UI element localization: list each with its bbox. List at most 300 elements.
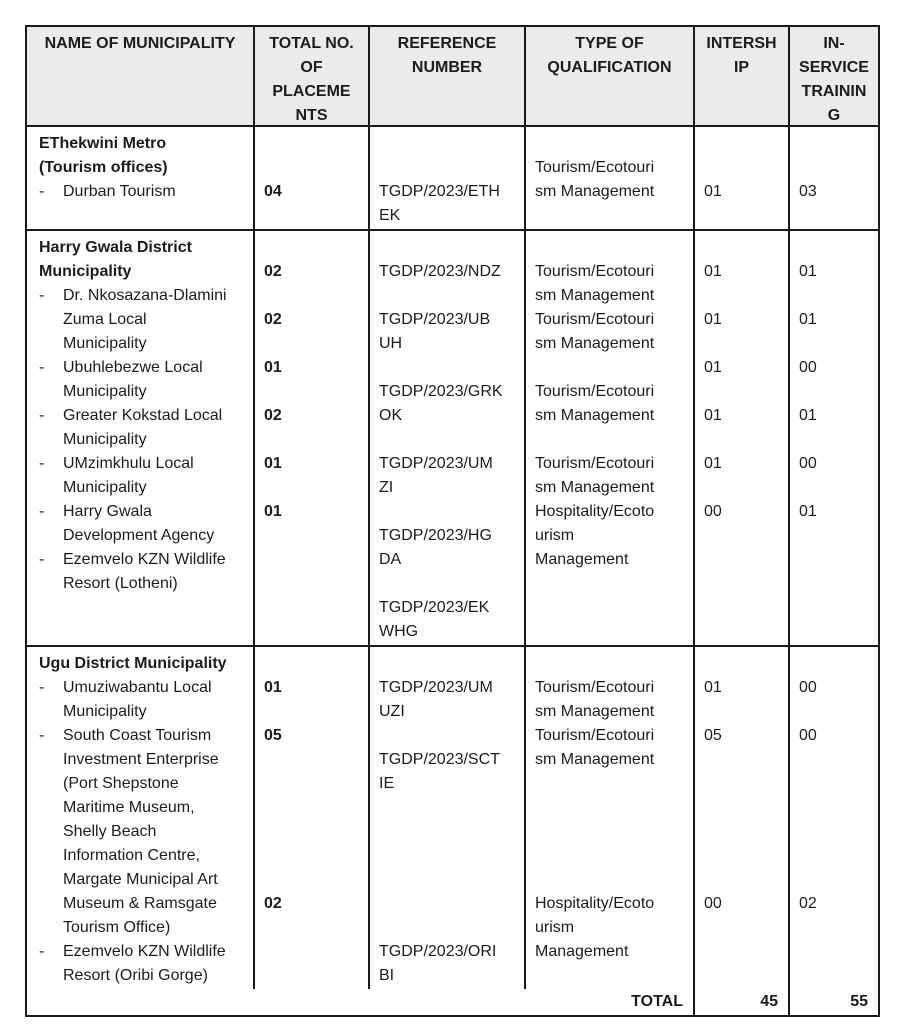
line-text xyxy=(264,943,268,960)
line-text xyxy=(535,623,539,640)
column-header-placements xyxy=(255,27,370,125)
cell-line xyxy=(39,892,249,916)
cell-line xyxy=(379,964,520,988)
cell-line xyxy=(264,572,364,596)
line-text xyxy=(379,847,383,864)
cell-line xyxy=(379,548,520,572)
line-text: sm Management xyxy=(535,335,655,352)
total-inservice-value: 55 xyxy=(850,993,868,1010)
total-label: TOTAL xyxy=(631,993,683,1010)
dash-marker: - xyxy=(39,551,45,568)
cell-line xyxy=(799,596,874,620)
cell-line xyxy=(264,748,364,772)
column-header-internship xyxy=(695,27,790,125)
line-text: South Coast Tourism xyxy=(63,727,212,744)
cell-line xyxy=(535,724,689,748)
line-text: Resort (Lotheni) xyxy=(63,575,178,592)
section-row-1 xyxy=(27,127,878,231)
line-text: Durban Tourism xyxy=(63,183,176,200)
cell-line xyxy=(799,844,874,868)
line-text xyxy=(379,431,383,448)
line-text xyxy=(799,335,803,352)
cell-line xyxy=(535,796,689,820)
line-text xyxy=(799,751,803,768)
cell-placements xyxy=(255,127,370,229)
line-text: TGDP/2023/NDZ xyxy=(379,263,501,280)
line-text xyxy=(704,847,708,864)
line-text xyxy=(704,943,708,960)
cell-placements xyxy=(255,231,370,645)
line-text xyxy=(799,479,803,496)
line-text: Hospitality/Ecoto xyxy=(535,503,655,520)
cell-line xyxy=(535,748,689,772)
cell-line xyxy=(264,332,364,356)
cell-line xyxy=(264,156,364,180)
cell-inservice xyxy=(790,231,878,645)
cell-line xyxy=(379,652,520,676)
cell-line xyxy=(704,500,784,524)
cell-qualification xyxy=(526,231,695,645)
line-text: sm Management xyxy=(535,183,655,200)
line-text xyxy=(264,703,268,720)
line-text xyxy=(264,599,268,616)
line-text xyxy=(535,239,539,256)
cell-line xyxy=(704,204,784,228)
cell-line xyxy=(39,620,249,644)
cell-line xyxy=(535,132,689,156)
line-text: TGDP/2023/UM xyxy=(379,455,493,472)
line-text: 01 xyxy=(704,455,722,472)
line-text: Tourism/Ecotouri xyxy=(535,263,655,280)
line-text xyxy=(704,479,708,496)
line-text xyxy=(535,599,539,616)
line-text xyxy=(799,551,803,568)
line-text: WHG xyxy=(379,623,419,640)
line-text: Tourism/Ecotouri xyxy=(535,727,655,744)
line-text: Information Centre, xyxy=(63,847,200,864)
line-text xyxy=(799,527,803,544)
line-text: 02 xyxy=(799,895,817,912)
cell-line xyxy=(264,964,364,988)
cell-line xyxy=(799,892,874,916)
line-text: Zuma Local xyxy=(63,311,147,328)
line-text xyxy=(704,383,708,400)
line-text: 01 xyxy=(704,407,722,424)
cell-line xyxy=(704,428,784,452)
line-text xyxy=(379,655,383,672)
cell-inservice xyxy=(790,647,878,989)
cell-line xyxy=(799,572,874,596)
line-text xyxy=(264,159,268,176)
cell-line xyxy=(704,180,784,204)
line-text: Margate Municipal Art xyxy=(63,871,218,888)
line-text xyxy=(799,847,803,864)
cell-line xyxy=(799,820,874,844)
header-line: SERVICE xyxy=(799,59,869,76)
line-text xyxy=(535,847,539,864)
cell-line xyxy=(264,180,364,204)
line-text: sm Management xyxy=(535,287,655,304)
header-line: NUMBER xyxy=(411,59,483,76)
cell-line xyxy=(704,260,784,284)
line-text xyxy=(535,655,539,672)
dash-marker: - xyxy=(39,679,45,696)
header-line: TYPE OF xyxy=(575,35,644,52)
cell-line xyxy=(704,964,784,988)
cell-reference xyxy=(370,647,526,989)
line-text xyxy=(704,751,708,768)
cell-line xyxy=(535,772,689,796)
line-text: 02 xyxy=(264,311,282,328)
line-text xyxy=(799,207,803,224)
dash-marker: - xyxy=(39,727,45,744)
line-text xyxy=(799,575,803,592)
cell-line xyxy=(704,868,784,892)
line-text: EThekwini Metro xyxy=(39,135,167,152)
cell-line xyxy=(39,652,249,676)
line-text: Ezemvelo KZN Wildlife xyxy=(63,551,226,568)
cell-line xyxy=(379,260,520,284)
cell-line xyxy=(704,724,784,748)
cell-line xyxy=(704,380,784,404)
cell-line xyxy=(535,892,689,916)
cell-line xyxy=(535,332,689,356)
dash-marker: - xyxy=(39,359,45,376)
cell-line xyxy=(704,236,784,260)
line-text: Museum & Ramsgate xyxy=(63,895,217,912)
cell-line xyxy=(379,868,520,892)
cell-line xyxy=(535,548,689,572)
line-text xyxy=(799,655,803,672)
line-text: 01 xyxy=(704,263,722,280)
cell-reference xyxy=(370,127,526,229)
line-text: Shelly Beach xyxy=(63,823,157,840)
cell-qualification xyxy=(526,647,695,989)
cell-line xyxy=(799,476,874,500)
dash-marker: - xyxy=(39,503,45,520)
cell-line xyxy=(799,380,874,404)
line-text: 05 xyxy=(264,727,282,744)
header-line: NAME OF MUNICIPALITY xyxy=(44,35,236,52)
line-text xyxy=(264,479,268,496)
line-text: Ezemvelo KZN Wildlife xyxy=(63,943,226,960)
line-text: IE xyxy=(379,775,395,792)
cell-line xyxy=(264,380,364,404)
cell-line xyxy=(799,964,874,988)
line-text: UMzimkhulu Local xyxy=(63,455,194,472)
cell-line xyxy=(799,676,874,700)
line-text: UZI xyxy=(379,703,405,720)
line-text: 01 xyxy=(704,679,722,696)
line-text: 03 xyxy=(799,183,817,200)
cell-line xyxy=(264,868,364,892)
cell-line xyxy=(39,916,249,940)
dash-marker: - xyxy=(39,407,45,424)
cell-line xyxy=(799,180,874,204)
line-text: EK xyxy=(379,207,401,224)
line-text: Management xyxy=(535,943,629,960)
line-text: Municipality xyxy=(63,335,147,352)
line-text xyxy=(379,135,383,152)
line-text: sm Management xyxy=(535,703,655,720)
cell-reference xyxy=(370,231,526,645)
header-line: IP xyxy=(733,59,750,76)
cell-line xyxy=(704,748,784,772)
cell-line xyxy=(535,260,689,284)
dash-marker: - xyxy=(39,943,45,960)
cell-internship xyxy=(695,231,790,645)
cell-line xyxy=(379,620,520,644)
line-text: Tourism/Ecotouri xyxy=(535,311,655,328)
line-text xyxy=(704,599,708,616)
line-text xyxy=(799,239,803,256)
line-text xyxy=(704,655,708,672)
cell-line xyxy=(379,572,520,596)
cell-line xyxy=(264,236,364,260)
line-text xyxy=(379,823,383,840)
line-text: BI xyxy=(379,967,395,984)
cell-line xyxy=(535,868,689,892)
cell-line xyxy=(39,236,249,260)
line-text xyxy=(704,551,708,568)
line-text xyxy=(799,599,803,616)
line-text: Municipality xyxy=(63,479,147,496)
cell-line xyxy=(704,700,784,724)
cell-line xyxy=(704,572,784,596)
cell-line xyxy=(799,724,874,748)
line-text xyxy=(379,799,383,816)
cell-line xyxy=(379,356,520,380)
line-text xyxy=(535,359,539,376)
line-text: Hospitality/Ecoto xyxy=(535,895,655,912)
line-text xyxy=(799,159,803,176)
line-text xyxy=(704,575,708,592)
cell-line xyxy=(264,700,364,724)
cell-line xyxy=(39,180,249,204)
line-text xyxy=(799,823,803,840)
line-text xyxy=(264,919,268,936)
cell-line xyxy=(39,772,249,796)
line-text: (Port Shepstone xyxy=(63,775,179,792)
cell-line xyxy=(535,596,689,620)
cell-line xyxy=(379,500,520,524)
dash-marker: - xyxy=(39,287,45,304)
cell-line xyxy=(535,236,689,260)
line-text xyxy=(264,551,268,568)
cell-line xyxy=(264,892,364,916)
cell-line xyxy=(39,820,249,844)
cell-line xyxy=(535,700,689,724)
cell-line xyxy=(799,940,874,964)
line-text xyxy=(799,135,803,152)
header-line: TRAININ xyxy=(801,83,867,100)
cell-line xyxy=(39,356,249,380)
cell-line xyxy=(799,156,874,180)
line-text: urism xyxy=(535,919,575,936)
cell-line xyxy=(799,404,874,428)
line-text xyxy=(264,431,268,448)
cell-line xyxy=(39,284,249,308)
cell-line xyxy=(379,308,520,332)
cell-line xyxy=(264,132,364,156)
line-text xyxy=(799,287,803,304)
cell-line xyxy=(535,524,689,548)
cell-line xyxy=(535,620,689,644)
header-row xyxy=(27,27,878,127)
line-text xyxy=(799,431,803,448)
line-text: Development Agency xyxy=(63,527,215,544)
cell-line xyxy=(535,572,689,596)
line-text: sm Management xyxy=(535,479,655,496)
section-row-2 xyxy=(27,231,878,647)
line-text: TGDP/2023/EK xyxy=(379,599,490,616)
header-line: PLACEME xyxy=(272,83,351,100)
cell-line xyxy=(704,844,784,868)
cell-line xyxy=(379,724,520,748)
line-text xyxy=(799,623,803,640)
cell-line xyxy=(535,404,689,428)
cell-municipality xyxy=(27,647,255,989)
line-text xyxy=(264,655,268,672)
line-text: 00 xyxy=(799,727,817,744)
cell-line xyxy=(799,284,874,308)
line-text: TGDP/2023/HG xyxy=(379,527,492,544)
cell-line xyxy=(39,524,249,548)
cell-line xyxy=(799,772,874,796)
cell-line xyxy=(704,284,784,308)
line-text: DA xyxy=(379,551,402,568)
cell-line xyxy=(39,748,249,772)
cell-municipality xyxy=(27,231,255,645)
cell-line xyxy=(799,620,874,644)
cell-line xyxy=(39,940,249,964)
line-text: 01 xyxy=(799,503,817,520)
line-text: TGDP/2023/SCT xyxy=(379,751,500,768)
cell-line xyxy=(379,180,520,204)
line-text xyxy=(264,623,268,640)
line-text: 01 xyxy=(799,407,817,424)
cell-internship xyxy=(695,647,790,989)
line-text: Resort (Oribi Gorge) xyxy=(63,967,208,984)
line-text xyxy=(379,159,383,176)
cell-line xyxy=(39,500,249,524)
line-text: 01 xyxy=(264,503,282,520)
cell-line xyxy=(379,892,520,916)
cell-line xyxy=(379,524,520,548)
cell-line xyxy=(39,572,249,596)
line-text xyxy=(535,135,539,152)
cell-line xyxy=(799,916,874,940)
cell-line xyxy=(535,964,689,988)
line-text: sm Management xyxy=(535,407,655,424)
line-text xyxy=(704,287,708,304)
line-text xyxy=(704,135,708,152)
line-text: Dr. Nkosazana-Dlamini xyxy=(63,287,227,304)
cell-line xyxy=(379,380,520,404)
cell-line xyxy=(39,700,249,724)
cell-line xyxy=(799,204,874,228)
cell-line xyxy=(535,844,689,868)
cell-line xyxy=(379,332,520,356)
cell-line xyxy=(264,428,364,452)
line-text xyxy=(264,335,268,352)
cell-line xyxy=(379,844,520,868)
line-text: 00 xyxy=(799,359,817,376)
cell-line xyxy=(704,596,784,620)
line-text: 00 xyxy=(704,503,722,520)
line-text: Tourism/Ecotouri xyxy=(535,159,655,176)
line-text: 01 xyxy=(704,183,722,200)
line-text xyxy=(264,847,268,864)
cell-line xyxy=(379,132,520,156)
cell-line xyxy=(264,844,364,868)
cell-line xyxy=(535,476,689,500)
line-text xyxy=(264,823,268,840)
cell-line xyxy=(704,356,784,380)
line-text xyxy=(379,239,383,256)
line-text xyxy=(704,703,708,720)
cell-line xyxy=(799,260,874,284)
cell-line xyxy=(39,404,249,428)
placements-table xyxy=(25,25,880,1017)
cell-inservice xyxy=(790,127,878,229)
line-text: 01 xyxy=(704,311,722,328)
cell-line xyxy=(39,156,249,180)
cell-line xyxy=(704,308,784,332)
cell-line xyxy=(535,156,689,180)
cell-line xyxy=(264,476,364,500)
cell-line xyxy=(379,452,520,476)
cell-line xyxy=(264,796,364,820)
line-text: 01 xyxy=(704,359,722,376)
line-text xyxy=(379,727,383,744)
cell-line xyxy=(799,524,874,548)
cell-line xyxy=(704,796,784,820)
cell-line xyxy=(379,676,520,700)
line-text: 01 xyxy=(264,679,282,696)
cell-line xyxy=(535,428,689,452)
cell-line xyxy=(704,772,784,796)
cell-line xyxy=(535,380,689,404)
cell-line xyxy=(799,548,874,572)
column-header-qualification xyxy=(526,27,695,125)
line-text: 02 xyxy=(264,407,282,424)
cell-line xyxy=(39,596,249,620)
cell-line xyxy=(379,476,520,500)
line-text xyxy=(264,871,268,888)
cell-line xyxy=(39,260,249,284)
cell-internship xyxy=(695,127,790,229)
line-text xyxy=(264,575,268,592)
column-header-municipality xyxy=(27,27,255,125)
line-text xyxy=(799,967,803,984)
cell-line xyxy=(799,332,874,356)
cell-line xyxy=(264,524,364,548)
cell-line xyxy=(39,204,249,228)
line-text xyxy=(535,871,539,888)
line-text xyxy=(704,623,708,640)
cell-line xyxy=(264,284,364,308)
cell-line xyxy=(264,548,364,572)
total-internship-value: 45 xyxy=(695,989,790,1015)
cell-line xyxy=(264,204,364,228)
cell-line xyxy=(704,620,784,644)
header-line: REFERENCE xyxy=(397,35,497,52)
column-header-inservice xyxy=(790,27,878,125)
line-text: 01 xyxy=(799,311,817,328)
line-text xyxy=(264,967,268,984)
line-text xyxy=(535,967,539,984)
